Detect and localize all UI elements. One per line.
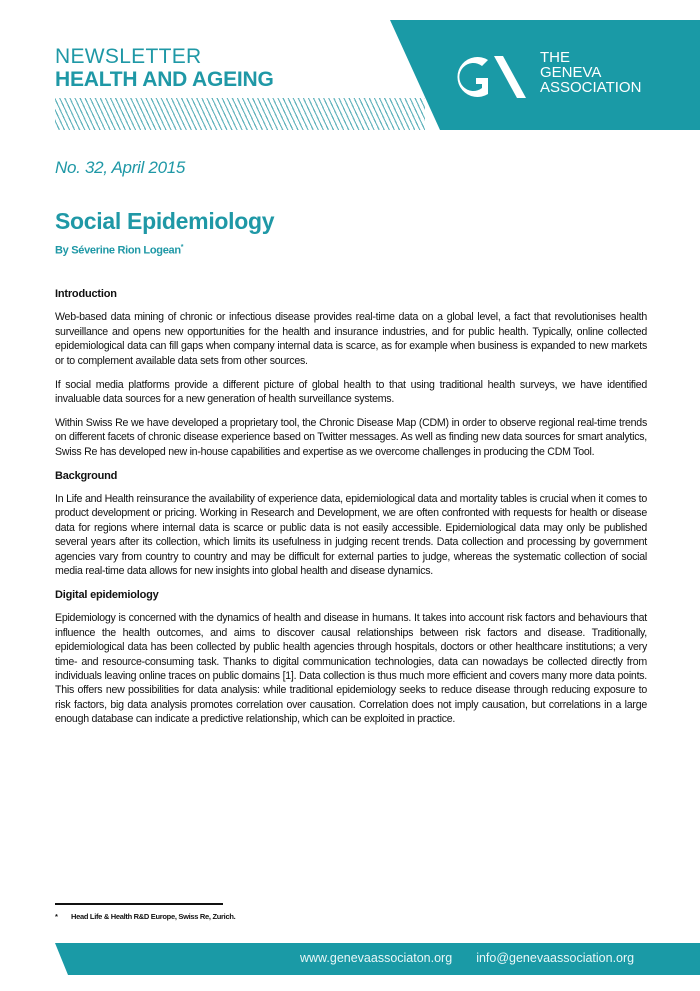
section-introduction	[55, 287, 647, 459]
logo-line-3: ASSOCIATION	[540, 79, 642, 96]
logo-band-shape	[370, 20, 700, 130]
paragraph: If social media platforms provide a different picture of global health to that using traditional health surveys, we have identified invaluable data sources for a new generation of health surveillance systems.	[55, 378, 647, 405]
section-heading: Introduction	[55, 288, 117, 300]
issue-number: No. 32, April 2015	[55, 158, 186, 177]
footnote	[55, 912, 235, 921]
logo-wordmark	[540, 50, 641, 95]
section-digital-epidemiology	[55, 588, 647, 727]
email-link[interactable]: info@genevaassociation.org	[476, 951, 635, 965]
section-background	[55, 469, 647, 579]
footnote-mark: *	[55, 912, 58, 921]
paragraph: Within Swiss Re we have developed a proprietary tool, the Chronic Disease Map (CDM) in order to observe regional real-time trends on different facets of chronic disease experience based on Twitter messages. As well as finding new data sources for smart analytics, Swiss Re has developed new in-house capabilities and expertise as we overcome challenges in producing the CDM Tool.	[55, 416, 647, 458]
article-body	[55, 287, 647, 736]
logo-band	[370, 20, 700, 130]
footnote-divider	[55, 903, 223, 905]
geneva-association-logo-icon	[450, 52, 530, 107]
section-heading: Background	[55, 469, 118, 482]
paragraph: In Life and Health reinsurance the availability of experience data, epidemiological data and mortality tables is crucial when it comes to product development or pricing. Working in Research and Development, we are often confronted with requests for health or disease data for regions where internal data is scarce or public data is not easily accessible. Epidemiological data may only be published several years after its collection, which limits its usefulness in judging recent trends. Data collection and processing by government agencies vary from country to country and may be difficult for external parties to judge, whereas the systematic collection of social media real-time data allows for new insights into global health and disease dynamics.	[55, 492, 647, 577]
section-heading: Digital epidemiology	[55, 588, 159, 601]
paragraph: Epidemiology is concerned with the dynamics of health and disease in humans. It takes into account risk factors and behaviours that influence the health outcomes, and aims to discover causal relationships between risk factors and disease. Traditionally, epidemiological data has been collected by public health agencies through hospitals, doctors or other healthcare institutions; a very time- and resource-consuming task. Thanks to digital communication technologies, data can nowadays be collected directly from individuals leaving online traces on public domains [1]. Data collection is thus much more efficient and covers many more data points. This offers new possibilities for data analysis: while traditional epidemiology seeks to reduce disease through reducing exposure to risk factors, big data analysis promotes correlation over causation. Correlation does not imply causation, but correlations in a large enough database can indicate a predictive relationship, which can be exploited in practice.	[55, 612, 647, 726]
paragraph: Web-based data mining of chronic or infectious disease provides real-time data on a global level, a fact that revolutionises health surveillance and opens new opportunities for the health and insurance industries, and for public health. Typically, online collected epidemiological data can fill gaps when company internal data is scarce, as for example when business is expanded to new markets or to complement available data sets from other sources.	[55, 311, 647, 367]
footnote-reference: *	[180, 244, 184, 251]
logo-line-1: THE	[540, 49, 570, 66]
masthead-line1: NEWSLETTER	[55, 45, 202, 68]
website-link[interactable]: www.genevaassociaton.org	[300, 951, 453, 965]
article-byline	[55, 244, 183, 257]
byline-text: By Séverine Rion Logean	[55, 244, 181, 257]
newsletter-masthead	[55, 46, 274, 91]
footer-links	[300, 951, 658, 965]
masthead-line2: HEALTH AND AGEING	[55, 68, 274, 91]
logo-line-2: GENEVA	[540, 64, 602, 81]
article-title: Social Epidemiology	[55, 208, 275, 234]
footnote-text: Head Life & Health R&D Europe, Swiss Re, Zurich.	[71, 912, 236, 921]
